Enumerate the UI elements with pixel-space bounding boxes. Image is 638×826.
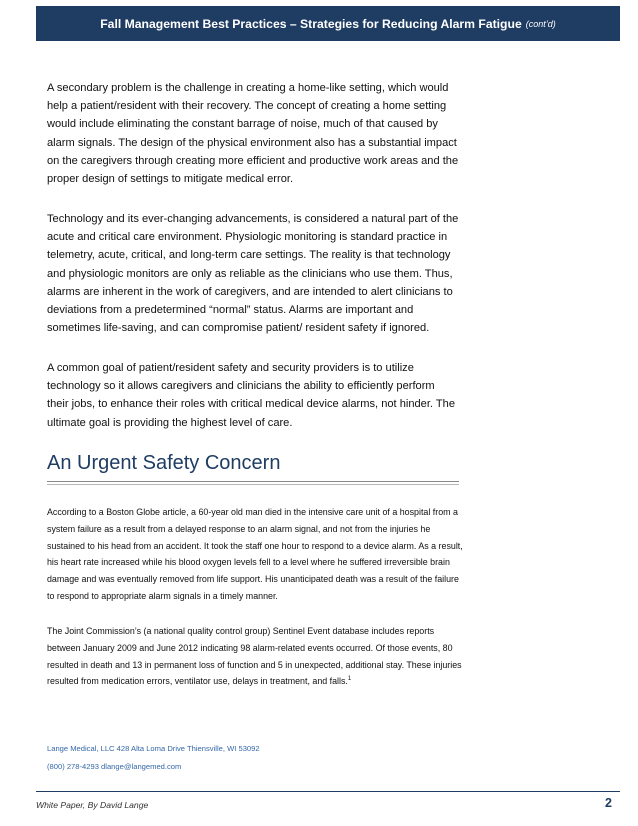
section-divider [47,481,459,482]
document-title-text: Fall Management Best Practices – Strategies for Reducing Alarm Fatigue [100,16,522,31]
paragraph-secondary-problem: A secondary problem is the challenge in creating a home-like setting, which would help a patient/resident with their recovery. The concept of creating a home setting would include eliminating the constant barrage of noise, much of that caused by alarm signals. The design of the physical environment also has a substantial impact on the caregivers through creating more efficient and productive work areas and the proper design of settings to mitigate medical error. [47,82,459,186]
section-heading: An Urgent Safety Concern [47,452,281,474]
footnote-marker: 1 [347,676,352,683]
footer-author: White Paper, By David Lange [36,800,149,810]
footer-divider [36,791,620,792]
paragraph-joint-commission [47,623,463,690]
joint-commission-text: The Joint Commission’s (a national quality control group) Sentinel Event database includes reports between January 2009 and June 2012 indicating 98 alarm-related events occurred. Of those events, 80 resulted in death and 13 in permanent loss of function and 5 in unexpected, additional stay. These injuries resulted from medication errors, ventilator use, delays in treatment, and falls. [47,626,462,687]
contact-address: Lange Medical, LLC 428 Alta Loma Drive Thiensville, WI 53092 [47,744,260,753]
page-number: 2 [605,796,612,810]
section-divider-secondary [47,484,459,485]
paragraph-technology: Technology and its ever-changing advancements, is considered a natural part of the acute and critical care environment. Physiologic monitoring is standard practice in telemetry, acute, critical, and long-term care settings. The reality is that technology and physiologic monitors are only as reliable as the clinicians who use them. Thus, alarms are inherent in the work of caregivers, and are intended to alert clinicians to deviations from a predetermined “normal” status. Alarms are important and sometimes life-saving, and can compromise patient/ resident safety if ignored. [47,213,459,335]
page-header-band [36,6,620,41]
paragraph-boston-globe: According to a Boston Globe article, a 60-year old man died in the intensive care unit of a hospital from a system failure as a result from a delayed response to an alarm signal, and not from the injuries he sustained to his head from an accident. It took the staff one hour to respond to a device alarm. As a result, his heart rate increased while his blood oxygen levels fell to a level where he suffered irreversible brain damage and was eventually removed from life support. His unanticipated death was a result of the failure to respond to appropriate alarm signals in a timely manner. [47,507,463,601]
contact-phone-email: (800) 278-4293 dlange@langemed.com [47,762,182,771]
continued-label: (cont’d) [525,18,556,29]
paragraph-common-goal: A common goal of patient/resident safety and security providers is to utilize technology so it allows caregivers and clinicians the ability to efficiently perform their jobs, to enhance their roles with critical medical device alarms, not hinder. The ultimate goal is providing the highest level of care. [47,362,455,429]
document-title [36,6,620,41]
